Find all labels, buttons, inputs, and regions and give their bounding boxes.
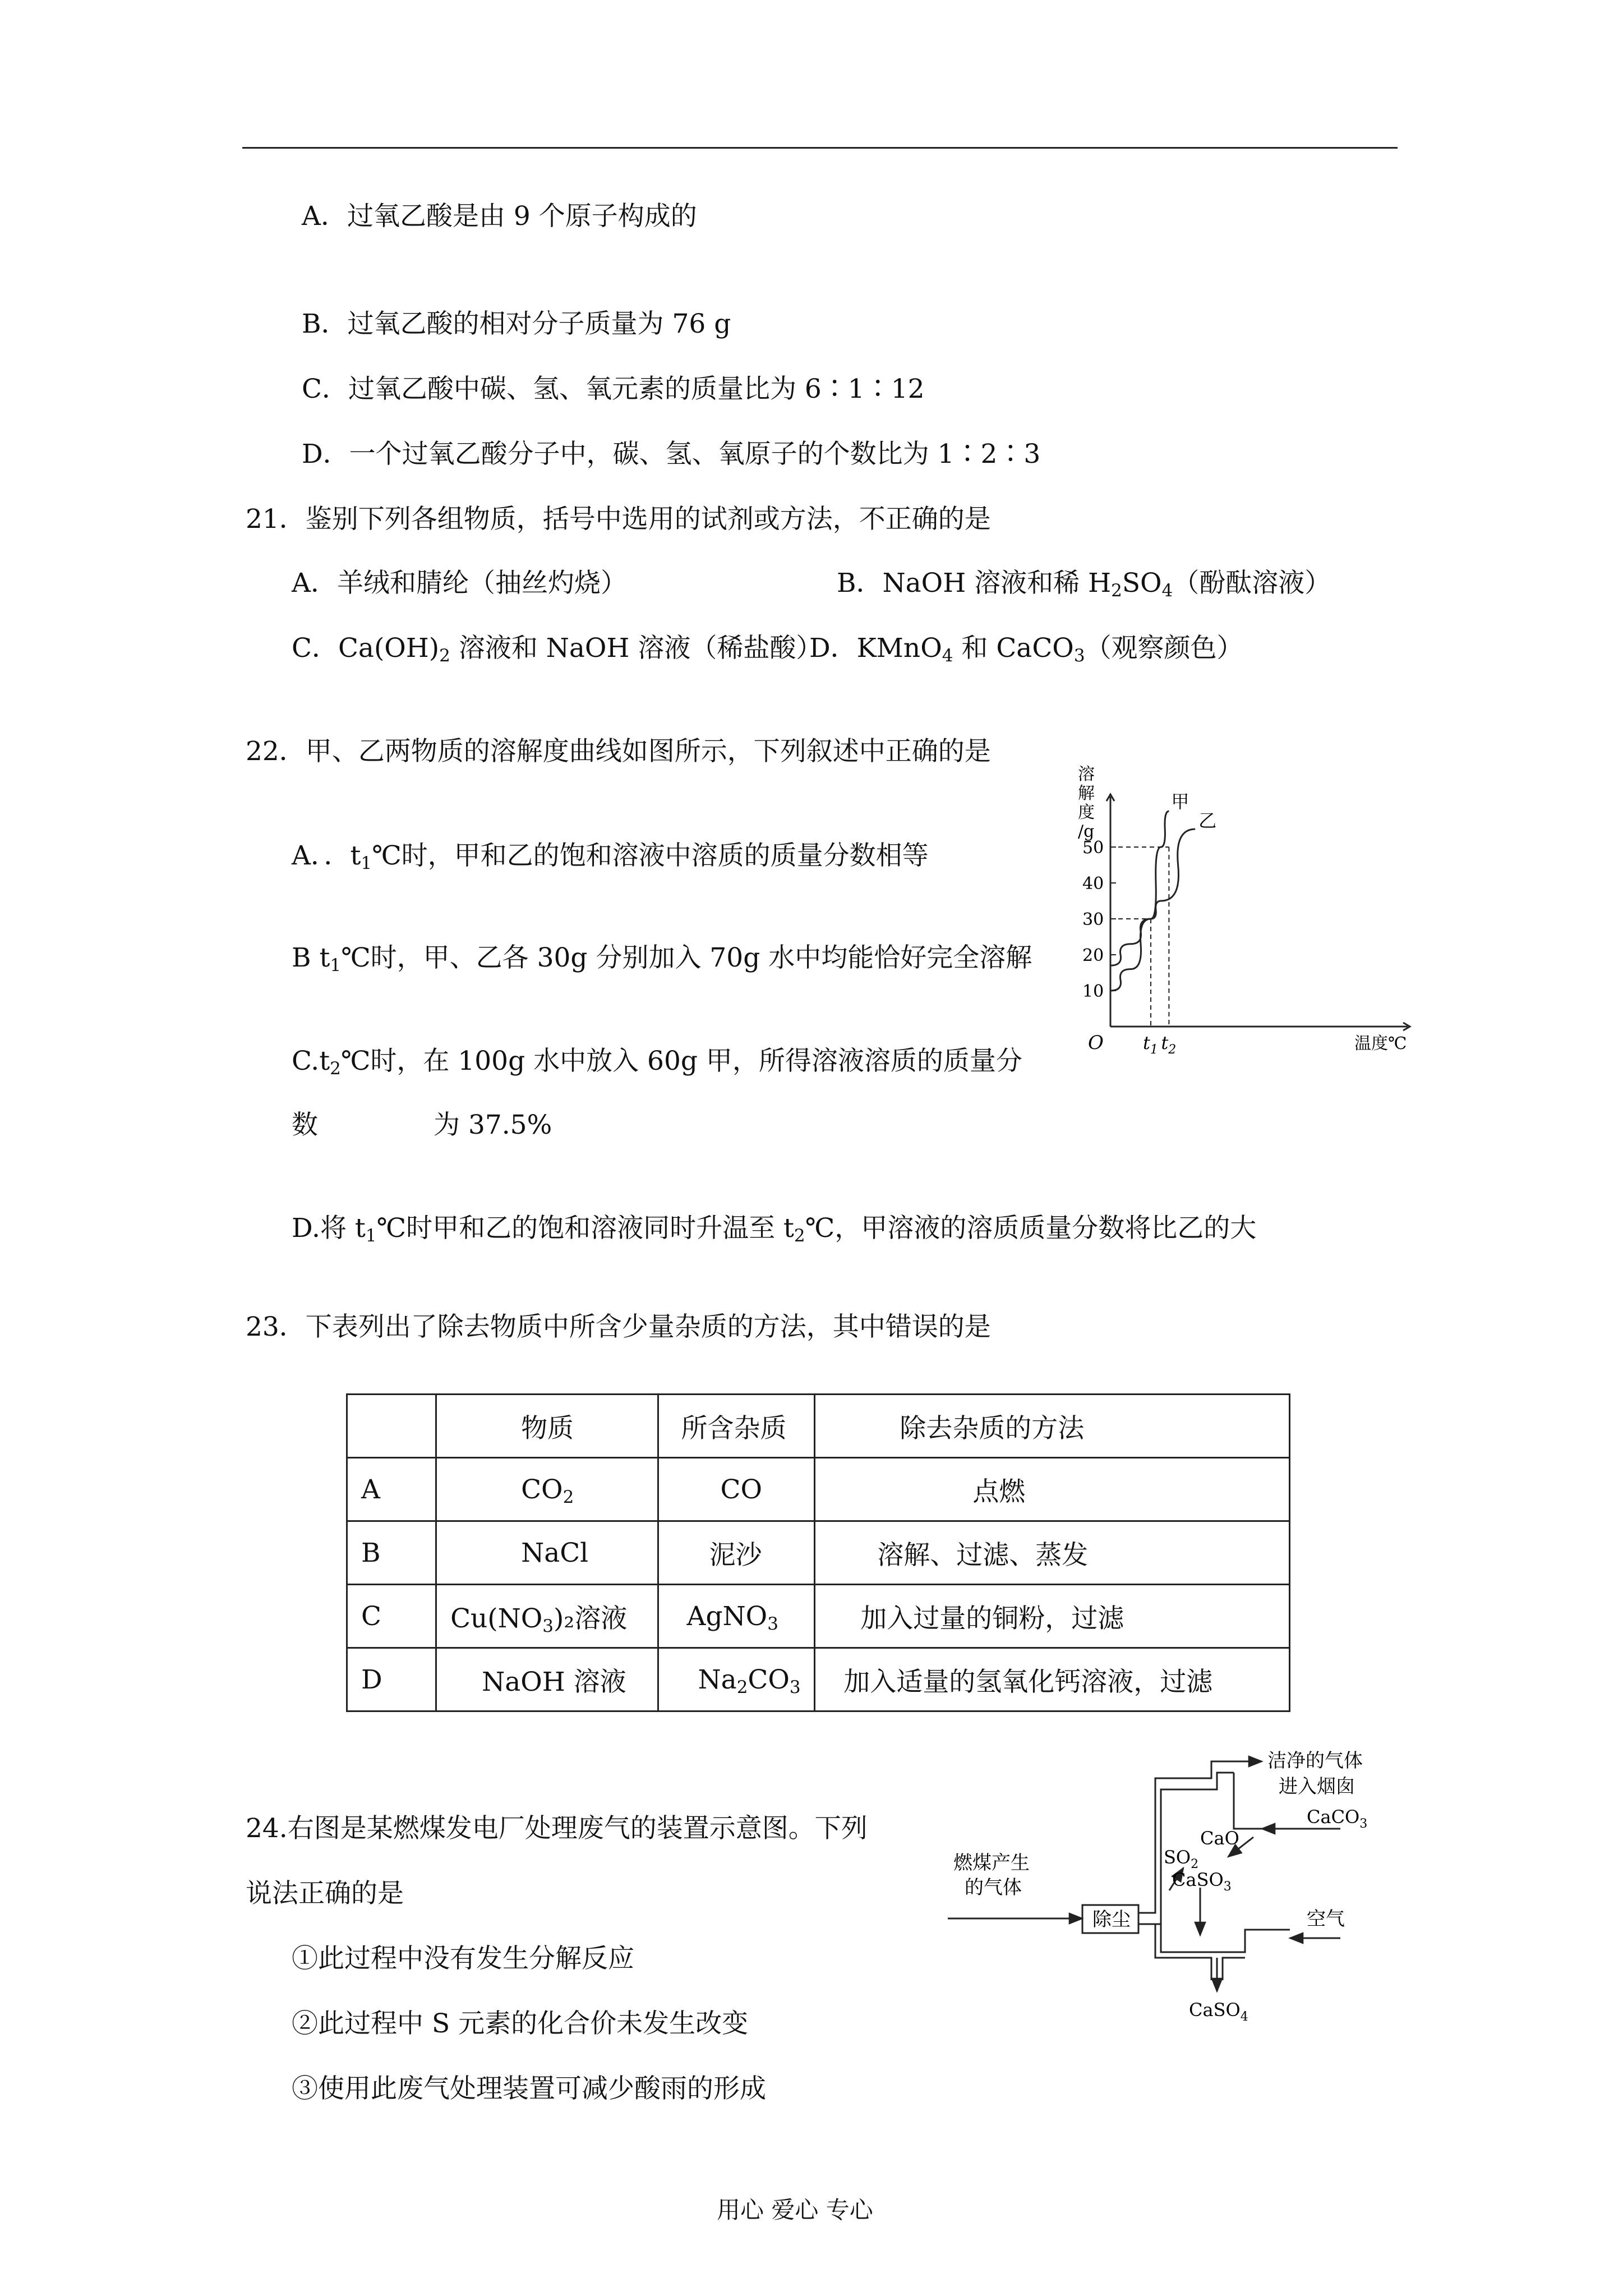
caco3-label: CaCO$_3$ [1307, 1806, 1368, 1831]
q20-option-d: D．一个过氧乙酸分子中，碳、氢、氧原子的个数比为 1∶2∶3 [302, 439, 1041, 470]
table-header-cell: 所含杂质 [658, 1395, 815, 1458]
q22-stem: 22．甲、乙两物质的溶解度曲线如图所示，下列叙述中正确的是 [246, 736, 991, 767]
table-row [347, 1458, 1290, 1521]
x-tick-label: $t_2$ [1161, 1032, 1177, 1057]
y-tick-label: 30 [1082, 910, 1104, 930]
table-row [347, 1521, 1290, 1585]
y-tick-label: 20 [1082, 946, 1104, 965]
y-axis-label: 解 [1078, 784, 1095, 803]
table-header-row [347, 1395, 1290, 1458]
substance-cell: NaCl [436, 1521, 658, 1585]
y-axis-label: /g [1078, 822, 1095, 841]
q22-option-c: $C.t_2℃$时，在 100g 水中放入 60g 甲，所得溶液溶质的质量分 [292, 1046, 1022, 1079]
method-cell: 加入过量的铜粉，过滤 [815, 1585, 1290, 1648]
input-label-2: 的气体 [965, 1876, 1022, 1899]
chart-axes [1106, 794, 1410, 1030]
caso4-label: CaSO$_4$ [1189, 1999, 1248, 2024]
input-label-1: 燃煤产生 [953, 1852, 1030, 1874]
table-header-cell [347, 1395, 436, 1458]
page-footer: 用心 爱心 专心 [717, 2196, 873, 2224]
row-label-cell: A [347, 1458, 436, 1521]
substance-cell: $CO_2$ [436, 1458, 658, 1521]
impurity-cell: AgNO$_3$ [658, 1585, 815, 1648]
air-label: 空气 [1307, 1908, 1345, 1930]
impurity-cell: CO [658, 1458, 815, 1521]
row-label-cell: D [347, 1648, 436, 1711]
method-cell: 加入适量的氢氧化钙溶液，过滤 [815, 1648, 1290, 1711]
chart-labels [1078, 765, 1407, 1057]
flue-gas-diagram [948, 1745, 1396, 2036]
y-tick-label: 40 [1082, 874, 1104, 894]
impurity-cell: 泥沙 [658, 1521, 815, 1585]
series-label: 乙 [1198, 810, 1217, 831]
caso3-label: CaSO$_3$ [1172, 1869, 1232, 1894]
q22-option-b: B $t_1℃$时，甲、乙各 30g 分别加入 70g 水中均能恰好完全溶解 [292, 942, 1032, 976]
y-axis-label: 溶 [1078, 765, 1095, 784]
q23-table [346, 1393, 1290, 1712]
q21-stem: 21．鉴别下列各组物质，括号中选用的试剂或方法，不正确的是 [246, 504, 991, 535]
q20-option-b: B．过氧乙酸的相对分子质量为 76 g [302, 309, 731, 339]
q20-option-c: C．过氧乙酸中碳、氢、氧元素的质量比为 6∶1∶12 [302, 374, 925, 404]
q22-option-a: A．．$t_1℃$时，甲和乙的饱和溶液中溶质的质量分数相等 [292, 840, 929, 873]
cao-label: CaO [1200, 1828, 1239, 1849]
series-line-yi [1110, 829, 1195, 965]
q21-option-d: D．KMnO$_4$ 和 CaCO$_3$（观察颜色） [809, 633, 1243, 666]
origin-label: O [1088, 1032, 1104, 1054]
y-tick-label: 10 [1082, 982, 1104, 1001]
y-tick-label: 50 [1082, 838, 1104, 858]
header-rule [242, 147, 1398, 149]
q22-option-c-continued: 数 为 37.5% [292, 1110, 552, 1140]
outlet-label-1: 洁净的气体 [1267, 1750, 1363, 1772]
q22-option-d: D.将 $t_1℃$时甲和乙的饱和溶液同时升温至 $t_2℃$，甲溶液的溶质质量分数将比乙的大 [292, 1213, 1257, 1246]
row-label-cell: B [347, 1521, 436, 1585]
x-axis-label: 温度℃ [1354, 1034, 1407, 1053]
method-cell: 溶解、过滤、蒸发 [815, 1521, 1290, 1585]
row-label-cell: C [347, 1585, 436, 1648]
impurity-cell: $Na_2CO_3$ [658, 1648, 815, 1711]
q21-option-a: A．羊绒和腈纶（抽丝灼烧） [292, 568, 627, 599]
method-cell: 点燃 [815, 1458, 1290, 1521]
table-row [347, 1648, 1290, 1711]
x-tick-label: $t_1$ [1143, 1032, 1158, 1057]
chart-series [1110, 811, 1195, 991]
y-axis-label: 度 [1078, 803, 1095, 822]
substance-cell: $Cu(NO_3)_2$溶液 [436, 1585, 658, 1648]
q24-stem-line2: 说法正确的是 [246, 1878, 404, 1909]
dust-removal-label: 除尘 [1092, 1908, 1131, 1931]
outlet-label-2: 进入烟囱 [1279, 1775, 1355, 1798]
q24-statement-2: ②此过程中 S 元素的化合价未发生改变 [292, 2008, 749, 2039]
q23-stem: 23．下表列出了除去物质中所含少量杂质的方法，其中错误的是 [246, 1312, 991, 1342]
q24-statement-1: ①此过程中没有发生分解反应 [292, 1943, 634, 1974]
series-label: 甲 [1171, 791, 1189, 812]
q20-option-a: A．过氧乙酸是由 9 个原子构成的 [302, 201, 697, 232]
q21-option-c: C．$Ca(OH)_2$ 溶液和 NaOH 溶液（稀盐酸） [292, 633, 823, 666]
q24-stem-line1: 24.右图是某燃煤发电厂处理废气的装置示意图。下列 [246, 1813, 868, 1844]
so2-label: $SO_2$ [1164, 1847, 1199, 1871]
q21-option-b: B．NaOH 溶液和稀 $H_2SO_4$（酚酞溶液） [837, 568, 1331, 601]
table-header-cell: 除去杂质的方法 [815, 1395, 1290, 1458]
table-row [347, 1585, 1290, 1648]
table-header-cell: 物质 [436, 1395, 658, 1458]
solubility-chart [1077, 763, 1424, 1057]
q24-statement-3: ③使用此废气处理装置可减少酸雨的形成 [292, 2073, 766, 2104]
substance-cell: NaOH 溶液 [436, 1648, 658, 1711]
